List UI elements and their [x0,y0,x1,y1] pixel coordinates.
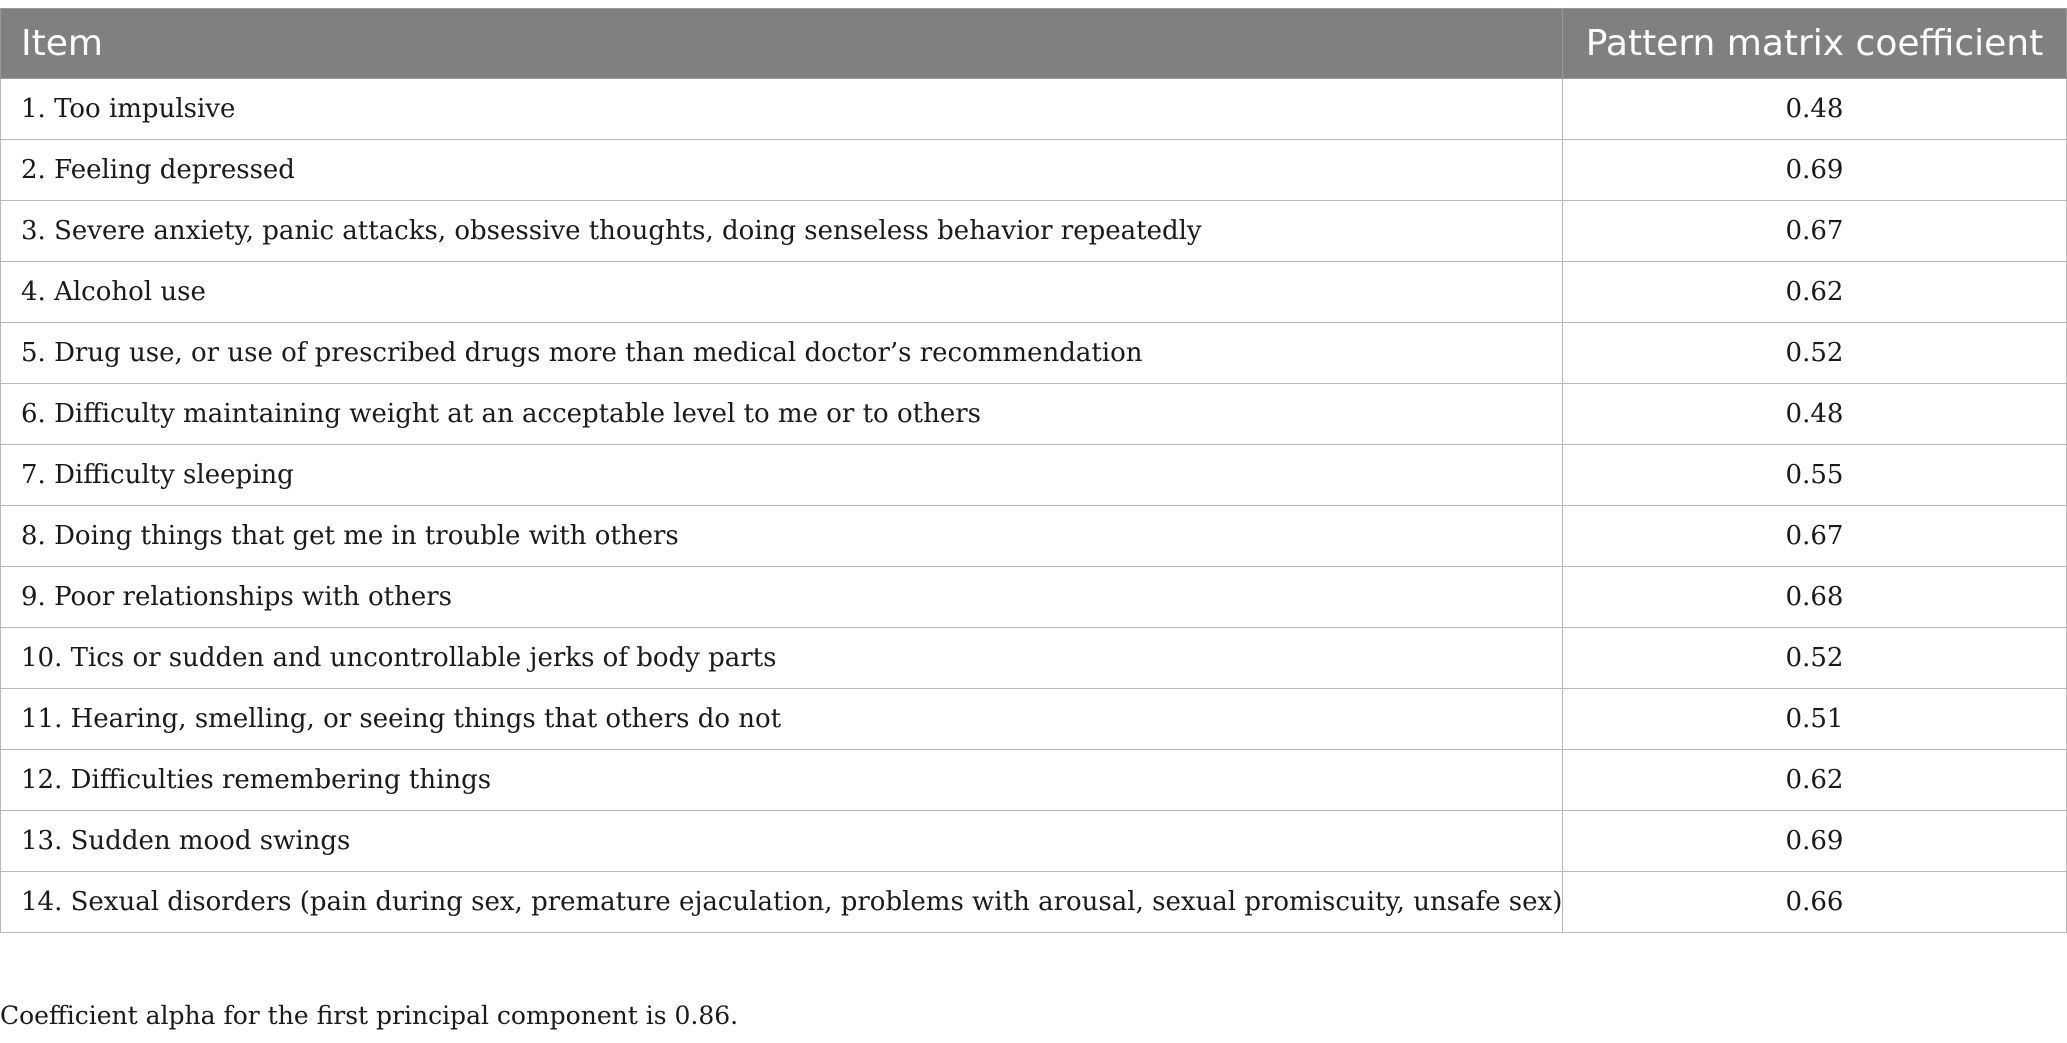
item-cell: 11. Hearing, smelling, or seeing things that others do not [1,689,1563,750]
item-cell: 10. Tics or sudden and uncontrollable jerks of body parts [1,628,1563,689]
table-row [1,689,2067,750]
item-cell: 3. Severe anxiety, panic attacks, obsessive thoughts, doing senseless behavior repeatedly [1,201,1563,262]
table-row [1,506,2067,567]
item-cell: 1. Too impulsive [1,79,1563,140]
item-cell: 8. Doing things that get me in trouble with others [1,506,1563,567]
item-cell: 5. Drug use, or use of prescribed drugs more than medical doctor’s recommendation [1,323,1563,384]
table-header [1,9,2067,79]
table-row [1,811,2067,872]
coefficient-cell: 0.62 [1563,750,2067,811]
item-cell: 14. Sexual disorders (pain during sex, premature ejaculation, problems with arousal, sexual promiscuity, unsafe sex) [1,872,1563,933]
table-row [1,567,2067,628]
item-cell: 9. Poor relationships with others [1,567,1563,628]
table-footnote: Coefficient alpha for the first principal component is 0.86. [0,1001,739,1030]
item-cell: 13. Sudden mood swings [1,811,1563,872]
coefficient-cell: 0.67 [1563,201,2067,262]
coefficient-cell: 0.62 [1563,262,2067,323]
coefficient-cell: 0.52 [1563,628,2067,689]
table-row [1,79,2067,140]
column-header-item: Item [1,9,1563,79]
coefficient-cell: 0.68 [1563,567,2067,628]
table-body [1,79,2067,933]
coefficient-cell: 0.48 [1563,79,2067,140]
table-row [1,872,2067,933]
table-row [1,323,2067,384]
coefficient-cell: 0.51 [1563,689,2067,750]
item-cell: 7. Difficulty sleeping [1,445,1563,506]
table-header-row [1,9,2067,79]
table-row [1,750,2067,811]
table-row [1,201,2067,262]
table-row [1,445,2067,506]
coefficient-cell: 0.66 [1563,872,2067,933]
coefficient-cell: 0.67 [1563,506,2067,567]
item-cell: 6. Difficulty maintaining weight at an acceptable level to me or to others [1,384,1563,445]
table-row [1,628,2067,689]
pattern-matrix-table-container [0,8,2066,933]
table-row [1,140,2067,201]
pattern-matrix-table [0,8,2067,933]
coefficient-cell: 0.69 [1563,140,2067,201]
coefficient-cell: 0.55 [1563,445,2067,506]
item-cell: 4. Alcohol use [1,262,1563,323]
table-row [1,384,2067,445]
coefficient-cell: 0.52 [1563,323,2067,384]
column-header-coefficient: Pattern matrix coefficient [1563,9,2067,79]
table-row [1,262,2067,323]
item-cell: 12. Difficulties remembering things [1,750,1563,811]
coefficient-cell: 0.69 [1563,811,2067,872]
item-cell: 2. Feeling depressed [1,140,1563,201]
coefficient-cell: 0.48 [1563,384,2067,445]
